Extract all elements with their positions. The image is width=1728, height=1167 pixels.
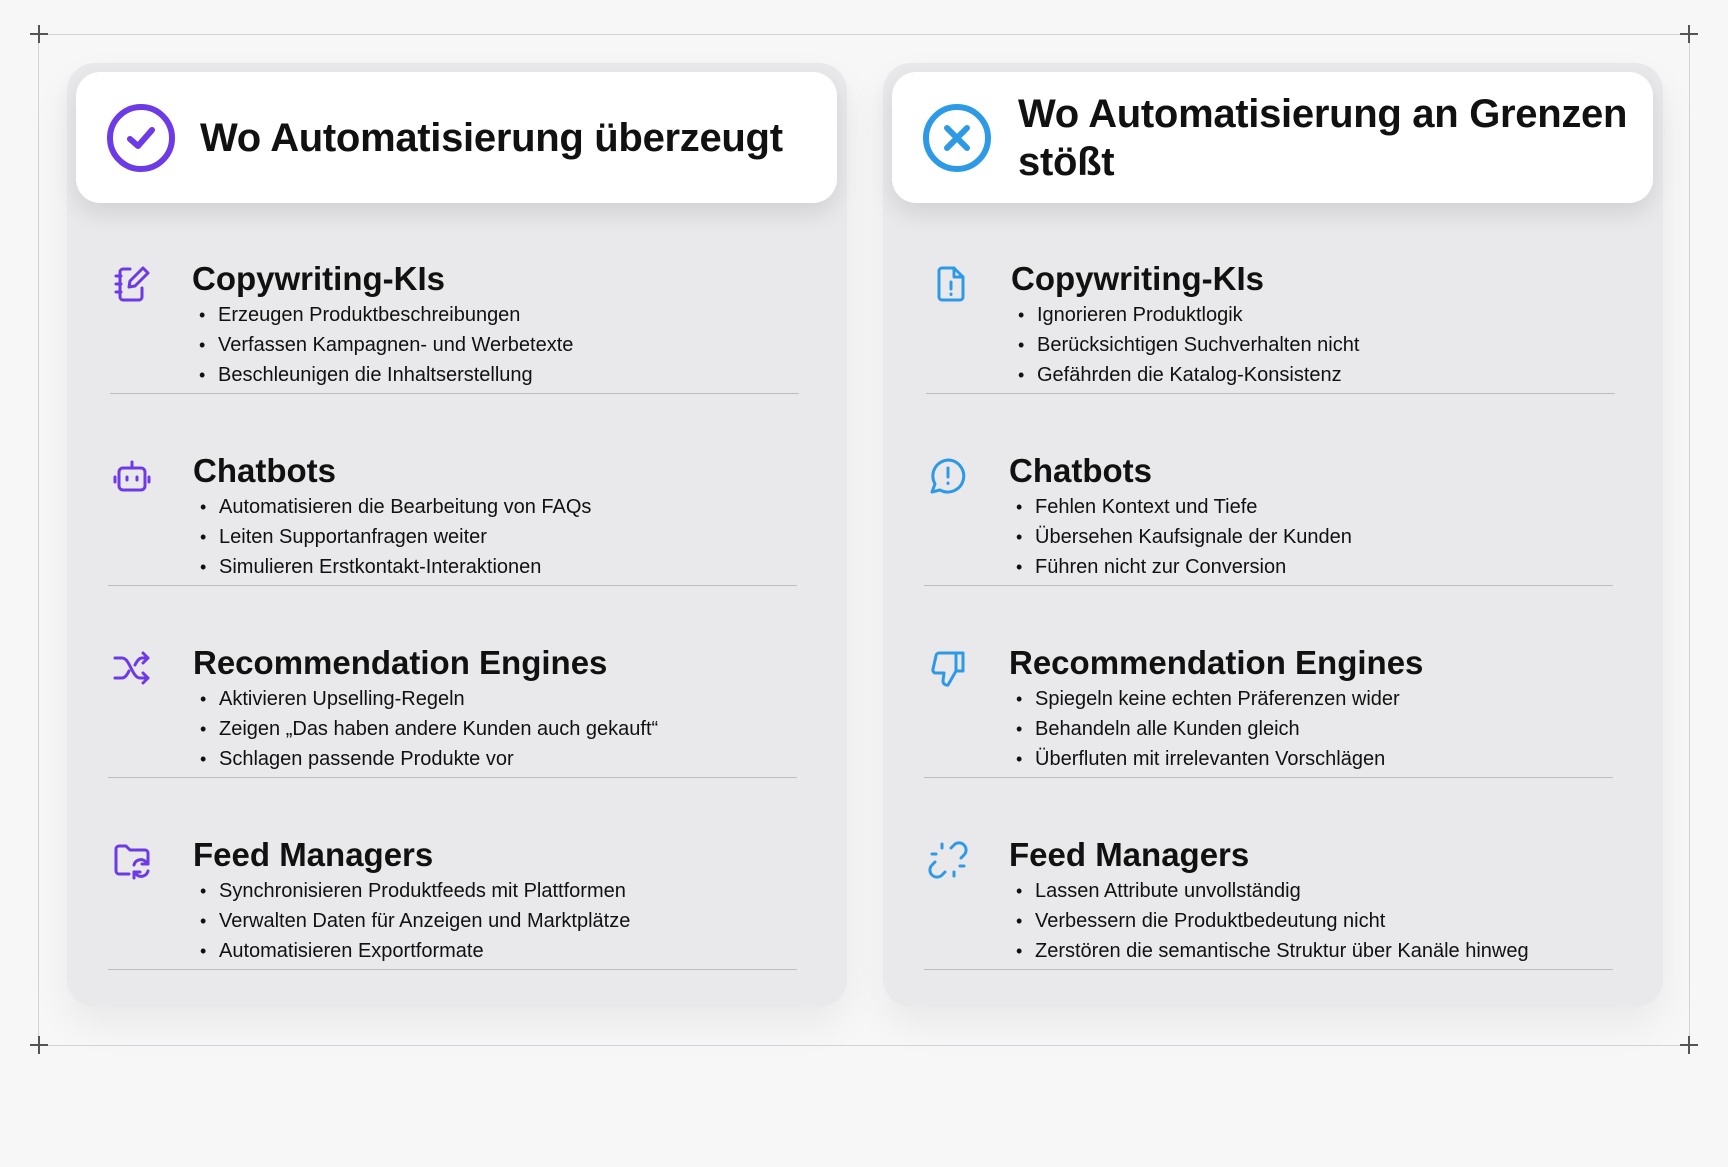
section-recommendation: [67, 633, 847, 825]
shuffle-icon: [112, 648, 152, 688]
list-item: • Ignorieren Produktlogik: [1018, 300, 1359, 330]
section-divider: [108, 777, 797, 778]
list-item: • Berücksichtigen Suchverhalten nicht: [1018, 330, 1359, 360]
list-item: • Führen nicht zur Conversion: [1016, 552, 1352, 582]
section-bullet-list: [1016, 492, 1352, 582]
section-title: Copywriting-KIs: [192, 260, 445, 297]
section-divider: [924, 585, 1613, 586]
frame-line-left: [38, 34, 39, 1045]
section-title: Copywriting-KIs: [1011, 260, 1264, 297]
corner-crosshair-icon: [1680, 25, 1698, 43]
section-divider: [108, 585, 797, 586]
list-item: • Schlagen passende Produkte vor: [200, 744, 658, 774]
thumbs-down-icon: [928, 648, 968, 688]
section-title: Chatbots: [1009, 452, 1152, 489]
section-chatbots: [883, 441, 1663, 633]
list-item: • Zerstören die semantische Struktur über Kanäle hinweg: [1016, 936, 1529, 966]
section-copywriting: [67, 249, 847, 441]
list-item: • Leiten Supportanfragen weiter: [200, 522, 591, 552]
section-bullet-list: [1016, 684, 1400, 774]
list-item: • Simulieren Erstkontakt-Interaktionen: [200, 552, 591, 582]
section-divider: [110, 393, 799, 394]
frame-line-top: [38, 34, 1690, 35]
list-item: • Automatisieren Exportformate: [200, 936, 630, 966]
section-feed-managers: [883, 825, 1663, 1017]
section-title: Recommendation Engines: [193, 644, 608, 681]
list-item: • Verbessern die Produktbedeutung nicht: [1016, 906, 1529, 936]
section-bullet-list: [200, 684, 658, 774]
frame-line-right: [1689, 34, 1690, 1045]
frame-line-bottom: [38, 1045, 1690, 1046]
broken-link-icon: [928, 840, 968, 880]
section-divider: [926, 393, 1615, 394]
section-title: Feed Managers: [193, 836, 434, 873]
robot-icon: [112, 456, 152, 496]
list-item: • Behandeln alle Kunden gleich: [1016, 714, 1400, 744]
positive-card: [67, 63, 847, 1007]
list-item: • Fehlen Kontext und Tiefe: [1016, 492, 1352, 522]
corner-crosshair-icon: [30, 25, 48, 43]
section-divider: [924, 969, 1613, 970]
list-item: • Verfassen Kampagnen- und Werbetexte: [199, 330, 573, 360]
positive-card-header: [76, 72, 837, 203]
list-item: • Aktivieren Upselling-Regeln: [200, 684, 658, 714]
section-bullet-list: [199, 300, 573, 390]
positive-card-title: Wo Automatisierung überzeugt: [200, 115, 783, 160]
list-item: • Gefährden die Katalog-Konsistenz: [1018, 360, 1359, 390]
section-bullet-list: [200, 492, 591, 582]
negative-card: [883, 63, 1663, 1007]
corner-crosshair-icon: [30, 1036, 48, 1054]
file-alert-icon: [931, 264, 971, 304]
check-circle-icon: [106, 103, 176, 173]
list-item: • Beschleunigen die Inhaltserstellung: [199, 360, 573, 390]
list-item: • Lassen Attribute unvollständig: [1016, 876, 1529, 906]
section-chatbots: [67, 441, 847, 633]
section-divider: [924, 777, 1613, 778]
folder-sync-icon: [112, 840, 152, 880]
section-recommendation: [883, 633, 1663, 825]
negative-card-title: Wo Automatisierung an Grenzen stößt: [1018, 91, 1628, 184]
list-item: • Automatisieren die Bearbeitung von FAQs: [200, 492, 591, 522]
section-bullet-list: [1016, 876, 1529, 966]
section-title: Feed Managers: [1009, 836, 1250, 873]
list-item: • Überfluten mit irrelevanten Vorschlägen: [1016, 744, 1400, 774]
section-divider: [108, 969, 797, 970]
list-item: • Übersehen Kaufsignale der Kunden: [1016, 522, 1352, 552]
section-title: Recommendation Engines: [1009, 644, 1424, 681]
list-item: • Synchronisieren Produktfeeds mit Plattformen: [200, 876, 630, 906]
section-bullet-list: [200, 876, 630, 966]
section-title: Chatbots: [193, 452, 336, 489]
list-item: • Verwalten Daten für Anzeigen und Marktplätze: [200, 906, 630, 936]
notebook-edit-icon: [112, 264, 152, 304]
negative-card-header: [892, 72, 1653, 203]
section-bullet-list: [1018, 300, 1359, 390]
list-item: • Erzeugen Produktbeschreibungen: [199, 300, 573, 330]
section-feed-managers: [67, 825, 847, 1017]
list-item: • Zeigen „Das haben andere Kunden auch gekauft“: [200, 714, 658, 744]
x-circle-icon: [922, 103, 992, 173]
list-item: • Spiegeln keine echten Präferenzen wider: [1016, 684, 1400, 714]
corner-crosshair-icon: [1680, 1036, 1698, 1054]
message-alert-icon: [928, 456, 968, 496]
section-copywriting: [883, 249, 1663, 441]
